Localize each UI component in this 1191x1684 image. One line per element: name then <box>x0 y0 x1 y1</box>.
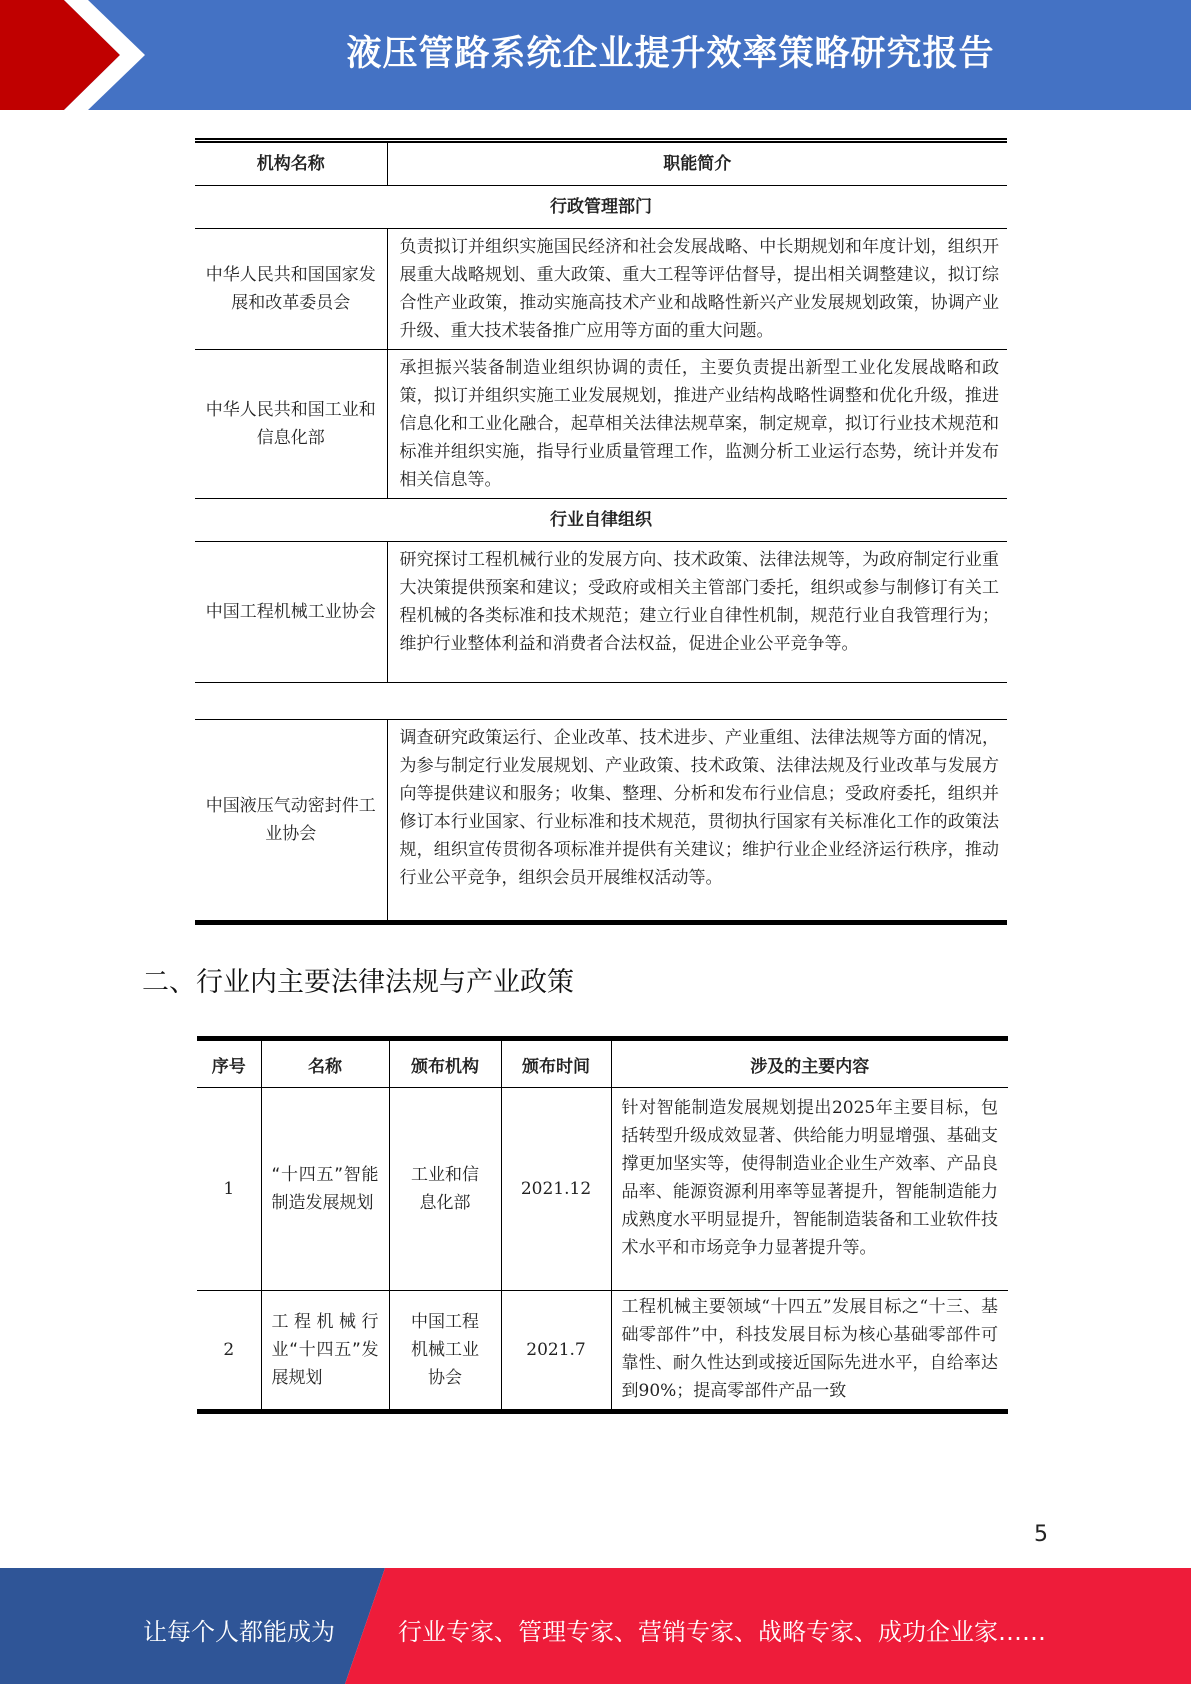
table-row <box>195 229 1007 350</box>
footer-slogan-left: 让每个人都能成为 <box>143 1618 335 1646</box>
policy-issuer: 工业和信息化部 <box>389 1088 501 1291</box>
col-header-name: 名称 <box>261 1039 389 1088</box>
org-description: 研究探讨工程机械行业的发展方向、技术政策、法律法规等，为政府制定行业重大决策提供预案和建议；受政府或相关主管部门委托，组织或参与制修订有关工程机械的各类标准和技术规范；建立行业自律性机制，规范行业自我管理行为；维护行业整体利益和消费者合法权益，促进企业公平竞争等。 <box>399 550 999 654</box>
policy-issuer: 中国工程机械工业协会 <box>389 1291 501 1412</box>
footer-slogan-right: 行业专家、管理专家、营销专家、战略专家、成功企业家…… <box>398 1618 1046 1646</box>
org-name: 中华人民共和国工业和信息化部 <box>195 350 387 499</box>
org-name: 中华人民共和国国家发展和改革委员会 <box>195 229 387 350</box>
table-row <box>195 720 1007 923</box>
table-row <box>195 542 1007 683</box>
policy-content: 工程机械主要领域“十四五”发展目标之“十三、基础零部件”中，科技发展目标为核心基础零部件可靠性、耐久性达到或接近国际先进水平，自给率达到90%；提高零部件产品一致 <box>621 1297 998 1401</box>
policy-date: 2021.7 <box>501 1291 611 1412</box>
table-row <box>197 1291 1008 1412</box>
col-header-date: 颁布时间 <box>501 1039 611 1088</box>
org-description: 调查研究政策运行、企业改革、技术进步、产业重组、法律法规等方面的情况，为参与制定行业发展规划、产业政策、技术政策、法律法规及行业改革与发展方向等提供建议和服务；收集、整理、分析和发布行业信息；受政府委托，组织并修订本行业国家、行业标准和技术规范，贯彻执行国家有关标准化工作的政策法规，组织宣传贯彻各项标准并提供有关建议；维护行业企业经济运行秩序，推动行业公平竞争，组织会员开展维权活动等。 <box>399 728 999 888</box>
org-name: 中国液压气动密封件工业协会 <box>195 720 387 923</box>
institutions-table <box>195 138 1007 925</box>
col-header-issuer: 颁布机构 <box>389 1039 501 1088</box>
page-number: 5 <box>1034 1522 1048 1547</box>
policy-content: 针对智能制造发展规划提出2025年主要目标，包括转型升级成效显著、供给能力明显增强、基础支撑更加坚实等，使得制造业企业生产效率、产品良品率、能源资源利用率等显著提升，智能制造能力成熟度水平明显提升，智能制造装备和工业软件技术水平和市场竞争力显著提升等。 <box>621 1098 998 1258</box>
policies-table <box>197 1036 1008 1414</box>
report-title: 液压管路系统企业提升效率策略研究报告 <box>346 34 995 74</box>
row-number: 2 <box>197 1291 261 1412</box>
policy-date: 2021.12 <box>501 1088 611 1291</box>
section-heading: 二、行业内主要法律法规与产业政策 <box>142 967 574 998</box>
org-name: 中国工程机械工业协会 <box>195 542 387 683</box>
page-header <box>0 0 1191 110</box>
table-row <box>197 1088 1008 1291</box>
org-description: 负责拟订并组织实施国民经济和社会发展战略、中长期规划和年度计划，组织开展重大战略规划、重大政策、重大工程等评估督导，提出相关调整建议，拟订综合性产业政策，推动实施高技术产业和战略性新兴产业发展规划政策，协调产业升级、重大技术装备推广应用等方面的重大问题。 <box>399 237 999 341</box>
col-header-content: 涉及的主要内容 <box>750 1056 870 1077</box>
policy-name: “十四五”智能制造发展规划 <box>261 1088 389 1291</box>
org-description: 承担振兴装备制造业组织协调的责任，主要负责提出新型工业化发展战略和政策，拟订并组织实施工业发展规划，推进产业结构战略性调整和优化升级，推进信息化和工业化融合，起草相关法律法规草案，制定规章，拟订行业技术规范和标准并组织实施，指导行业质量管理工作，监测分析工业运行态势，统计并发布相关信息等。 <box>399 358 999 490</box>
col-header-no: 序号 <box>197 1039 261 1088</box>
table-row <box>195 350 1007 499</box>
section-title-admin: 行政管理部门 <box>550 197 652 217</box>
header-arrow-decoration <box>0 0 150 110</box>
row-number: 1 <box>197 1088 261 1291</box>
page-break-gap <box>195 683 1007 720</box>
col-header-functions: 职能简介 <box>663 154 732 174</box>
section-title-self-regulatory: 行业自律组织 <box>550 510 652 530</box>
policy-name: 工程机械行业“十四五”发展规划 <box>261 1291 389 1412</box>
col-header-org-name: 机构名称 <box>195 141 387 186</box>
